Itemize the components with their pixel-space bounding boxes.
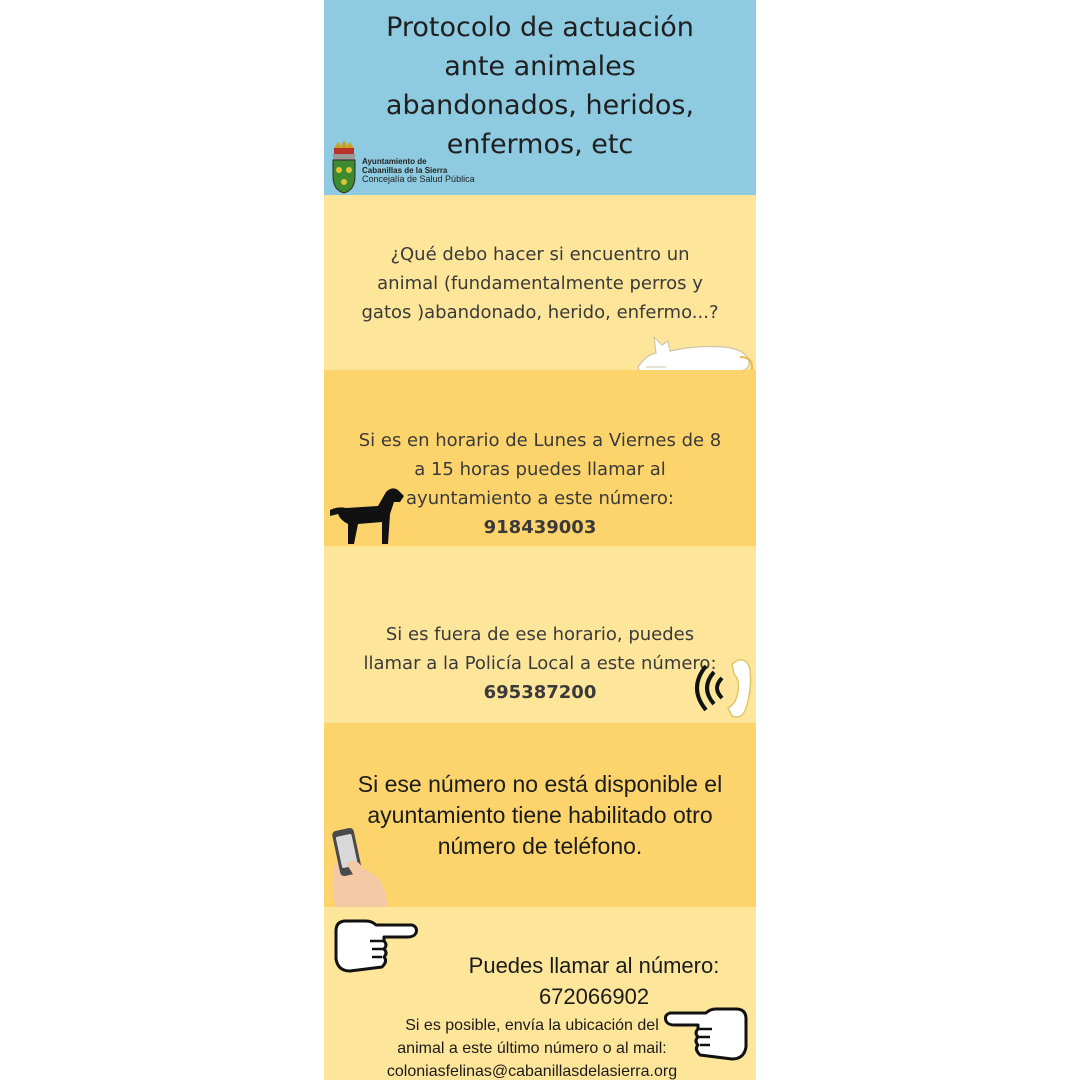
backup-phone: 672066902 [538,984,650,1009]
question-section [324,195,756,370]
hand-holding-phone-icon [328,827,390,907]
org-department: Concejalía de Salud Pública [362,174,475,184]
after-hours-section [324,546,756,723]
after-hours-text: Si es fuera de ese horario, puedes llamar a la Policía Local a este número: [363,624,717,674]
pointing-hand-left-icon [664,1001,750,1067]
infographic [324,0,756,1080]
pointing-hand-icon [332,915,418,979]
cat-icon [636,327,754,375]
contact-section [324,907,756,1080]
after-hours-info [330,591,750,736]
call-text: Puedes llamar al número: [468,953,720,978]
backup-section [324,723,756,907]
contact-email[interactable]: coloniasfelinas@cabanillasdelasierra.org [386,1063,678,1080]
org-line-2: Cabanillas de la Sierra [362,165,448,175]
phone-ringing-icon [692,656,754,722]
office-hours-section [324,370,756,546]
header-section [324,0,756,195]
dog-icon [328,486,406,546]
coat-of-arms-icon [330,138,358,194]
organization-label [362,158,475,184]
question-text: ¿Qué debo hacer si encuentro un animal (fundamentalmente perros y gatos )abandonado, herido, enfermo...? [361,244,719,323]
backup-text: Si ese número no está disponible el ayuntamiento tiene habilitado otro número de teléfono. [357,771,723,859]
page-title: Protocolo de actuación ante animales abandonados, heridos, enfermos, etc [385,12,695,160]
office-hours-text: Si es en horario de Lunes a Viernes de 8 a 15 horas puedes llamar al ayuntamiento a este número: [358,430,722,509]
location-text: Si es posible, envía la ubicación del animal a este último número o al mail: [397,1017,667,1057]
police-phone: 695387200 [483,682,597,703]
town-hall-phone: 918439003 [483,517,597,538]
org-line-1: Ayuntamiento de [362,157,427,166]
